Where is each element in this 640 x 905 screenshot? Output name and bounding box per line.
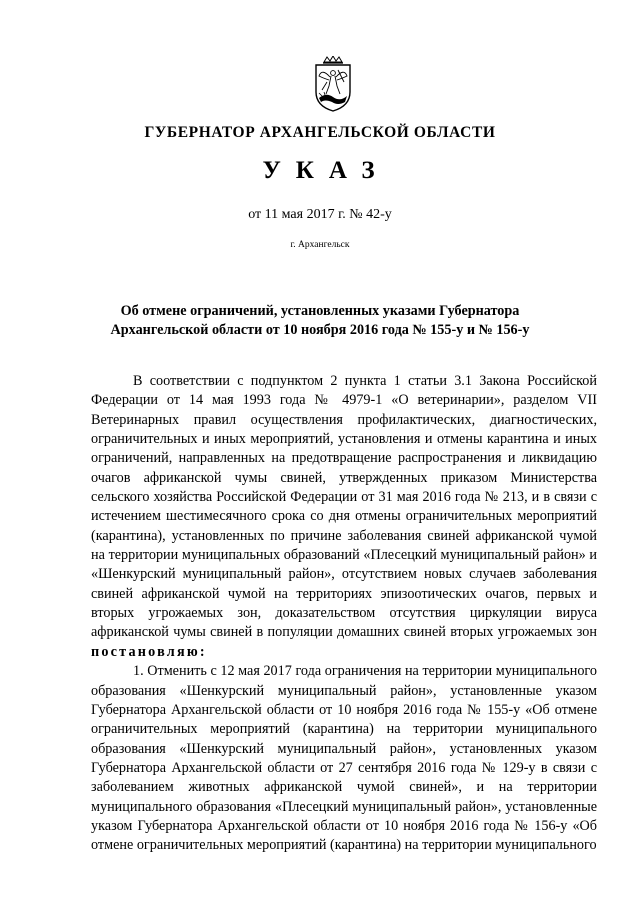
document-type: УКАЗ: [262, 157, 390, 184]
decree-colon: :: [199, 643, 207, 660]
archangel-emblem-icon: [310, 56, 356, 112]
item-1-paragraph: 1. Отменить с 12 мая 2017 года ограничения на территории муниципального образования «Шенкурский муниципальный район», установленные указом Губернатора Архангельской области от 10 ноября 2016 года № 155-у «Об отмене ограничительных мероприятий (карантина) на территории муниципального образования «Шенкурский муниципальный район», установленных указом Губернатора Архангельской области от 27 сентября 2016 года № 129-у в связи с заболеванием животных африканской чумой свиней», и на территории муниципального образования «Плесецкий муниципальный район», установленные указом Губернатора Архангельской области от 10 ноября 2016 года № 156-у «Об отмене ограничительных мероприятий (карантина) на территории муниципального: [91, 663, 597, 854]
document-title-line1: Об отмене ограничений, установленных указами Губернатора: [120, 303, 520, 319]
decree-word: постановляю: [91, 643, 200, 660]
document-date-number: от 11 мая 2017 г. № 42-у: [248, 207, 392, 222]
coat-of-arms-emblem: [310, 56, 356, 112]
preamble-text: В соответствии с подпунктом 2 пункта 1 статьи 3.1 Закона Российской Федерации от 14 мая 1993 года № 4979-1 «О ветеринарии», разделом VII Ветеринарных правил осуществления профилактических, диагностических, ограничительных и иных мероприятий, установления и отмены карантина и иных ограничений, направленных на предотвращение распространения и ликвидацию очагов африканской чумы свиней, утвержденных приказом Министерства сельского хозяйства Российской Федерации от 31 мая 2016 года № 213, и в связи с истечением шестимесячного срока со дня отмены ограничительных мероприятий (карантина), установленных по причине заболевания свиней африканской чумой на территории муниципальных образований «Плесецкий муниципальный район» и «Шенкурский муниципальный район», отсутствием новых случаев заболевания свиней африканской чумой на территориях эпизоотических очагов, первых и вторых угрожаемых зон, доказательством отсутствия циркуляции вируса африканской чумы свиней в популяции домашних свиней вторых угрожаемых зон: [91, 373, 597, 641]
issuing-authority: ГУБЕРНАТОР АРХАНГЕЛЬСКОЙ ОБЛАСТИ: [144, 124, 496, 141]
document-title: [60, 302, 580, 340]
document-city: г. Архангельск: [290, 240, 350, 250]
document-body: [91, 372, 597, 856]
document-title-line2: Архангельской области от 10 ноября 2016 года № 155-у и № 156-у: [110, 322, 530, 338]
preamble-paragraph: [91, 372, 597, 662]
